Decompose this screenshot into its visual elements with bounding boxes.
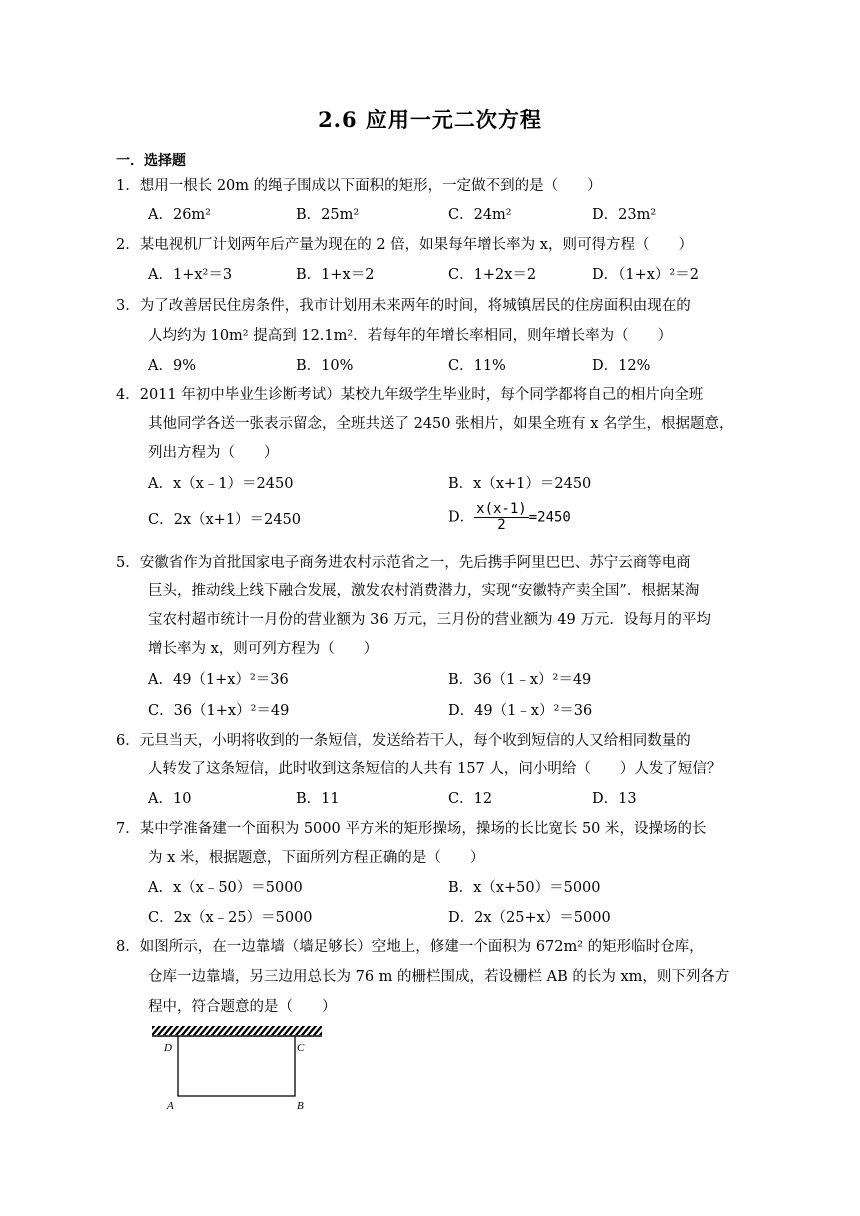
q2-option-d[interactable]: D．（1+x）²＝2 bbox=[592, 267, 699, 283]
q1-option-d[interactable]: D．23m² bbox=[592, 207, 657, 223]
q4-option-d[interactable] bbox=[448, 502, 571, 533]
fence-outline bbox=[178, 1036, 295, 1096]
q2-option-b[interactable]: B．1+x＝2 bbox=[296, 267, 375, 283]
q5-option-c[interactable]: C．36（1+x）²＝49 bbox=[148, 703, 290, 719]
q7-option-d[interactable]: D．2x（25+x）＝5000 bbox=[448, 910, 611, 926]
wall-hatch bbox=[152, 1026, 322, 1035]
q7-option-b[interactable]: B．x（x+50）＝5000 bbox=[448, 880, 601, 896]
question-5-line-3: 宝农村超市统计一月份的营业额为 36 万元，三月份的营业额为 49 万元．设每月的平均 bbox=[148, 612, 711, 628]
q7-option-c[interactable]: C．2x（x﹣25）＝5000 bbox=[148, 910, 313, 926]
q3-option-b[interactable]: B．10% bbox=[296, 358, 354, 374]
q4-option-c[interactable]: C．2x（x+1）＝2450 bbox=[148, 512, 301, 528]
q3-option-a[interactable]: A．9% bbox=[148, 358, 196, 374]
q6-option-d[interactable]: D．13 bbox=[592, 791, 637, 807]
q6-option-c[interactable]: C．12 bbox=[448, 791, 493, 807]
label-d: D bbox=[164, 1042, 172, 1054]
question-3-line-1: 3．为了改善居民住房条件，我市计划用未来两年的时间，将城镇居民的住房面积由现在的 bbox=[116, 298, 691, 314]
q6-option-a[interactable]: A．10 bbox=[148, 791, 192, 807]
question-4-line-2: 其他同学各送一张表示留念，全班共送了 2450 张相片，如果全班有 x 名学生，根据题意， bbox=[148, 416, 734, 432]
fraction-rhs: =2450 bbox=[528, 509, 571, 526]
label-c: C bbox=[297, 1042, 305, 1054]
label-a: A bbox=[167, 1100, 174, 1112]
q7-option-a[interactable]: A．x（x﹣50）＝5000 bbox=[148, 880, 303, 896]
question-7-line-2: 为 x 米，根据题意，下面所列方程正确的是（ ） bbox=[148, 850, 485, 866]
q4-option-d-label: D． bbox=[448, 509, 475, 526]
q1-option-c[interactable]: C．24m² bbox=[448, 207, 512, 223]
page-title: 2.6 应用一元二次方程 bbox=[318, 107, 542, 132]
q1-option-a[interactable]: A．26m² bbox=[148, 207, 211, 223]
q4-option-a[interactable]: A．x（x﹣1）＝2450 bbox=[148, 476, 294, 492]
q5-option-b[interactable]: B．36（1﹣x）²＝49 bbox=[448, 672, 592, 688]
fraction bbox=[474, 502, 529, 533]
question-6-line-2: 人转发了这条短信，此时收到这条短信的人共有 157 人，问小明给（ ）人发了短信？ bbox=[148, 761, 722, 777]
section-heading: 一．选择题 bbox=[116, 153, 186, 169]
question-8-line-2: 仓库一边靠墙，另三边用总长为 76 m 的栅栏围成，若设栅栏 AB 的长为 xm，则下列各方 bbox=[148, 969, 730, 985]
question-7-line-1: 7．某中学准备建一个面积为 5000 平方米的矩形操场，操场的长比宽长 50 米，设操场的长 bbox=[116, 821, 707, 837]
question-4-line-3: 列出方程为（ ） bbox=[148, 445, 279, 461]
question-2-line-1: 2．某电视机厂计划两年后产量为现在的 2 倍，如果每年增长率为 x，则可得方程（ ） bbox=[116, 237, 693, 253]
question-5-line-1: 5．安徽省作为首批国家电子商务进农村示范省之一，先后携手阿里巴巴、苏宁云商等电商 bbox=[116, 555, 691, 571]
q3-option-d[interactable]: D．12% bbox=[592, 358, 651, 374]
q3-option-c[interactable]: C．11% bbox=[448, 358, 506, 374]
q6-option-b[interactable]: B．11 bbox=[296, 791, 340, 807]
fraction-numerator: x(x-1) bbox=[476, 501, 527, 517]
question-4-line-1: 4．2011 年初中毕业生诊断考试）某校九年级学生毕业时，每个同学都将自己的相片向全班 bbox=[116, 387, 704, 403]
label-b: B bbox=[297, 1100, 304, 1112]
q2-option-c[interactable]: C．1+2x＝2 bbox=[448, 267, 537, 283]
question-5-line-2: 巨头，推动线上线下融合发展，激发农村消费潜力，实现“安徽特产卖全国”．根据某淘 bbox=[148, 583, 700, 599]
q2-option-a[interactable]: A．1+x²＝3 bbox=[148, 267, 233, 283]
question-5-line-4: 增长率为 x，则可列方程为（ ） bbox=[148, 641, 379, 657]
q5-option-d[interactable]: D．49（1﹣x）²＝36 bbox=[448, 703, 593, 719]
q1-option-b[interactable]: B．25m² bbox=[296, 207, 360, 223]
question-8-line-1: 8．如图所示，在一边靠墙（墙足够长）空地上，修建一个面积为 672m² 的矩形临时仓库， bbox=[116, 939, 704, 955]
question-1-line-1: 1．想用一根长 20m 的绳子围成以下面积的矩形，一定做不到的是（ ） bbox=[116, 178, 602, 194]
question-8-line-3: 程中，符合题意的是（ ） bbox=[148, 999, 337, 1015]
fraction-denominator: 2 bbox=[497, 517, 506, 533]
question-6-line-1: 6．元旦当天，小明将收到的一条短信，发送给若干人，每个收到短信的人又给相同数量的 bbox=[116, 733, 691, 749]
warehouse-figure bbox=[148, 1024, 328, 1114]
q5-option-a[interactable]: A．49（1+x）²＝36 bbox=[148, 672, 289, 688]
question-3-line-2: 人均约为 10m² 提高到 12.1m²．若每年的年增长率相同，则年增长率为（ ） bbox=[148, 328, 673, 344]
q4-option-b[interactable]: B．x（x+1）＝2450 bbox=[448, 476, 592, 492]
